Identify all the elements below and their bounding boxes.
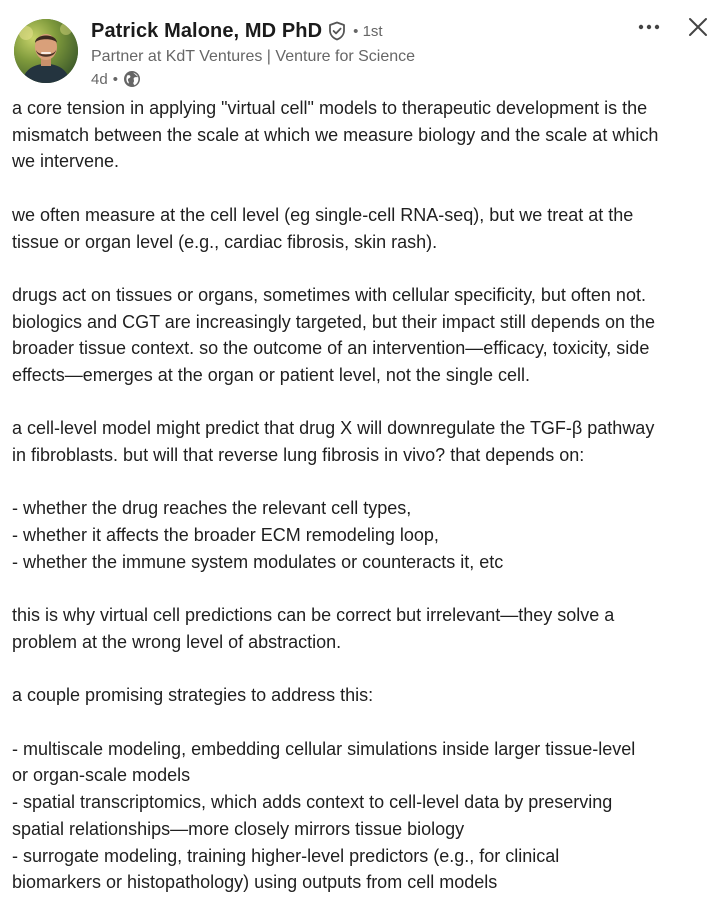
ellipsis-icon <box>638 24 660 30</box>
post-text-line: drugs act on tissues or organs, sometimes with cellular specificity, but often not. <box>12 284 646 305</box>
degree-label: 1st <box>362 22 383 40</box>
post-text-line: problem at the wrong level of abstraction. <box>12 631 342 652</box>
avatar[interactable] <box>14 19 78 83</box>
post-header <box>0 0 718 92</box>
post-text-line: - spatial transcriptomics, which adds context to cell-level data by preserving <box>12 792 613 813</box>
post-paragraph <box>12 95 714 175</box>
connection-degree <box>353 23 382 40</box>
post-paragraph <box>12 202 714 255</box>
post-text-line: - surrogate modeling, training higher-level predictors (e.g., for clinical <box>12 845 560 866</box>
post-paragraph <box>12 415 714 468</box>
degree-separator: • <box>353 22 359 40</box>
more-options-button[interactable] <box>634 14 664 40</box>
close-icon <box>688 17 708 37</box>
post-paragraph <box>12 682 714 709</box>
post-text-line: - whether the immune system modulates or counteracts it, etc <box>12 551 504 572</box>
post-text-line: or organ-scale models <box>12 765 191 786</box>
post-text-line: a couple promising strategies to address this: <box>12 685 374 706</box>
post-text-line: - whether the drug reaches the relevant cell types, <box>12 498 412 519</box>
post-text-line: this is why virtual cell predictions can be correct but irrelevant—they solve a <box>12 605 615 626</box>
post-time[interactable]: 4d <box>91 70 108 88</box>
post-meta <box>91 68 415 90</box>
post-paragraph <box>12 495 714 575</box>
close-button[interactable] <box>683 12 713 42</box>
name-row <box>91 16 415 46</box>
post-text-line: we often measure at the cell level (eg single-cell RNA-seq), but we treat at the <box>12 204 634 225</box>
post-text-line: mismatch between the scale at which we measure biology and the scale at which <box>12 124 659 145</box>
post-body <box>12 95 714 923</box>
post-text-line: biomarkers or histopathology) using outputs from cell models <box>12 872 498 893</box>
post-text-line: broader tissue context. so the outcome of an intervention—efficacy, toxicity, side <box>12 338 650 359</box>
post-text-line: we intervene. <box>12 151 120 172</box>
verified-shield-icon <box>327 21 347 41</box>
post-text-line: - whether it affects the broader ECM remodeling loop, <box>12 525 439 546</box>
post-text-line: effects—emerges at the organ or patient level, not the single cell. <box>12 365 530 385</box>
post-text-line: tissue or organ level (e.g., cardiac fibrosis, skin rash). <box>12 231 438 252</box>
post-text-line: a core tension in applying "virtual cell" models to therapeutic development is the <box>12 98 648 118</box>
post-paragraph <box>12 736 714 896</box>
globe-icon <box>123 70 141 88</box>
post-text-line: a cell-level model might predict that drug X will downregulate the TGF-β pathway <box>12 418 655 439</box>
post-text-line: biologics and CGT are increasingly targeted, but their impact still depends on the <box>12 311 656 332</box>
post-text-line: in fibroblasts. but will that reverse lung fibrosis in vivo? that depends on: <box>12 445 585 466</box>
author-block <box>91 16 415 90</box>
post-paragraph <box>12 602 714 655</box>
author-headline: Partner at KdT Ventures | Venture for Science <box>91 48 416 65</box>
post-text-line: - multiscale modeling, embedding cellular simulations inside larger tissue-level <box>12 738 636 759</box>
author-name[interactable]: Patrick Malone, MD PhD <box>91 19 323 42</box>
post-text-line: spatial relationships—more closely mirrors tissue biology <box>12 818 465 839</box>
post-paragraph <box>12 282 714 389</box>
avatar-photo <box>14 19 78 83</box>
meta-separator: • <box>112 70 118 88</box>
